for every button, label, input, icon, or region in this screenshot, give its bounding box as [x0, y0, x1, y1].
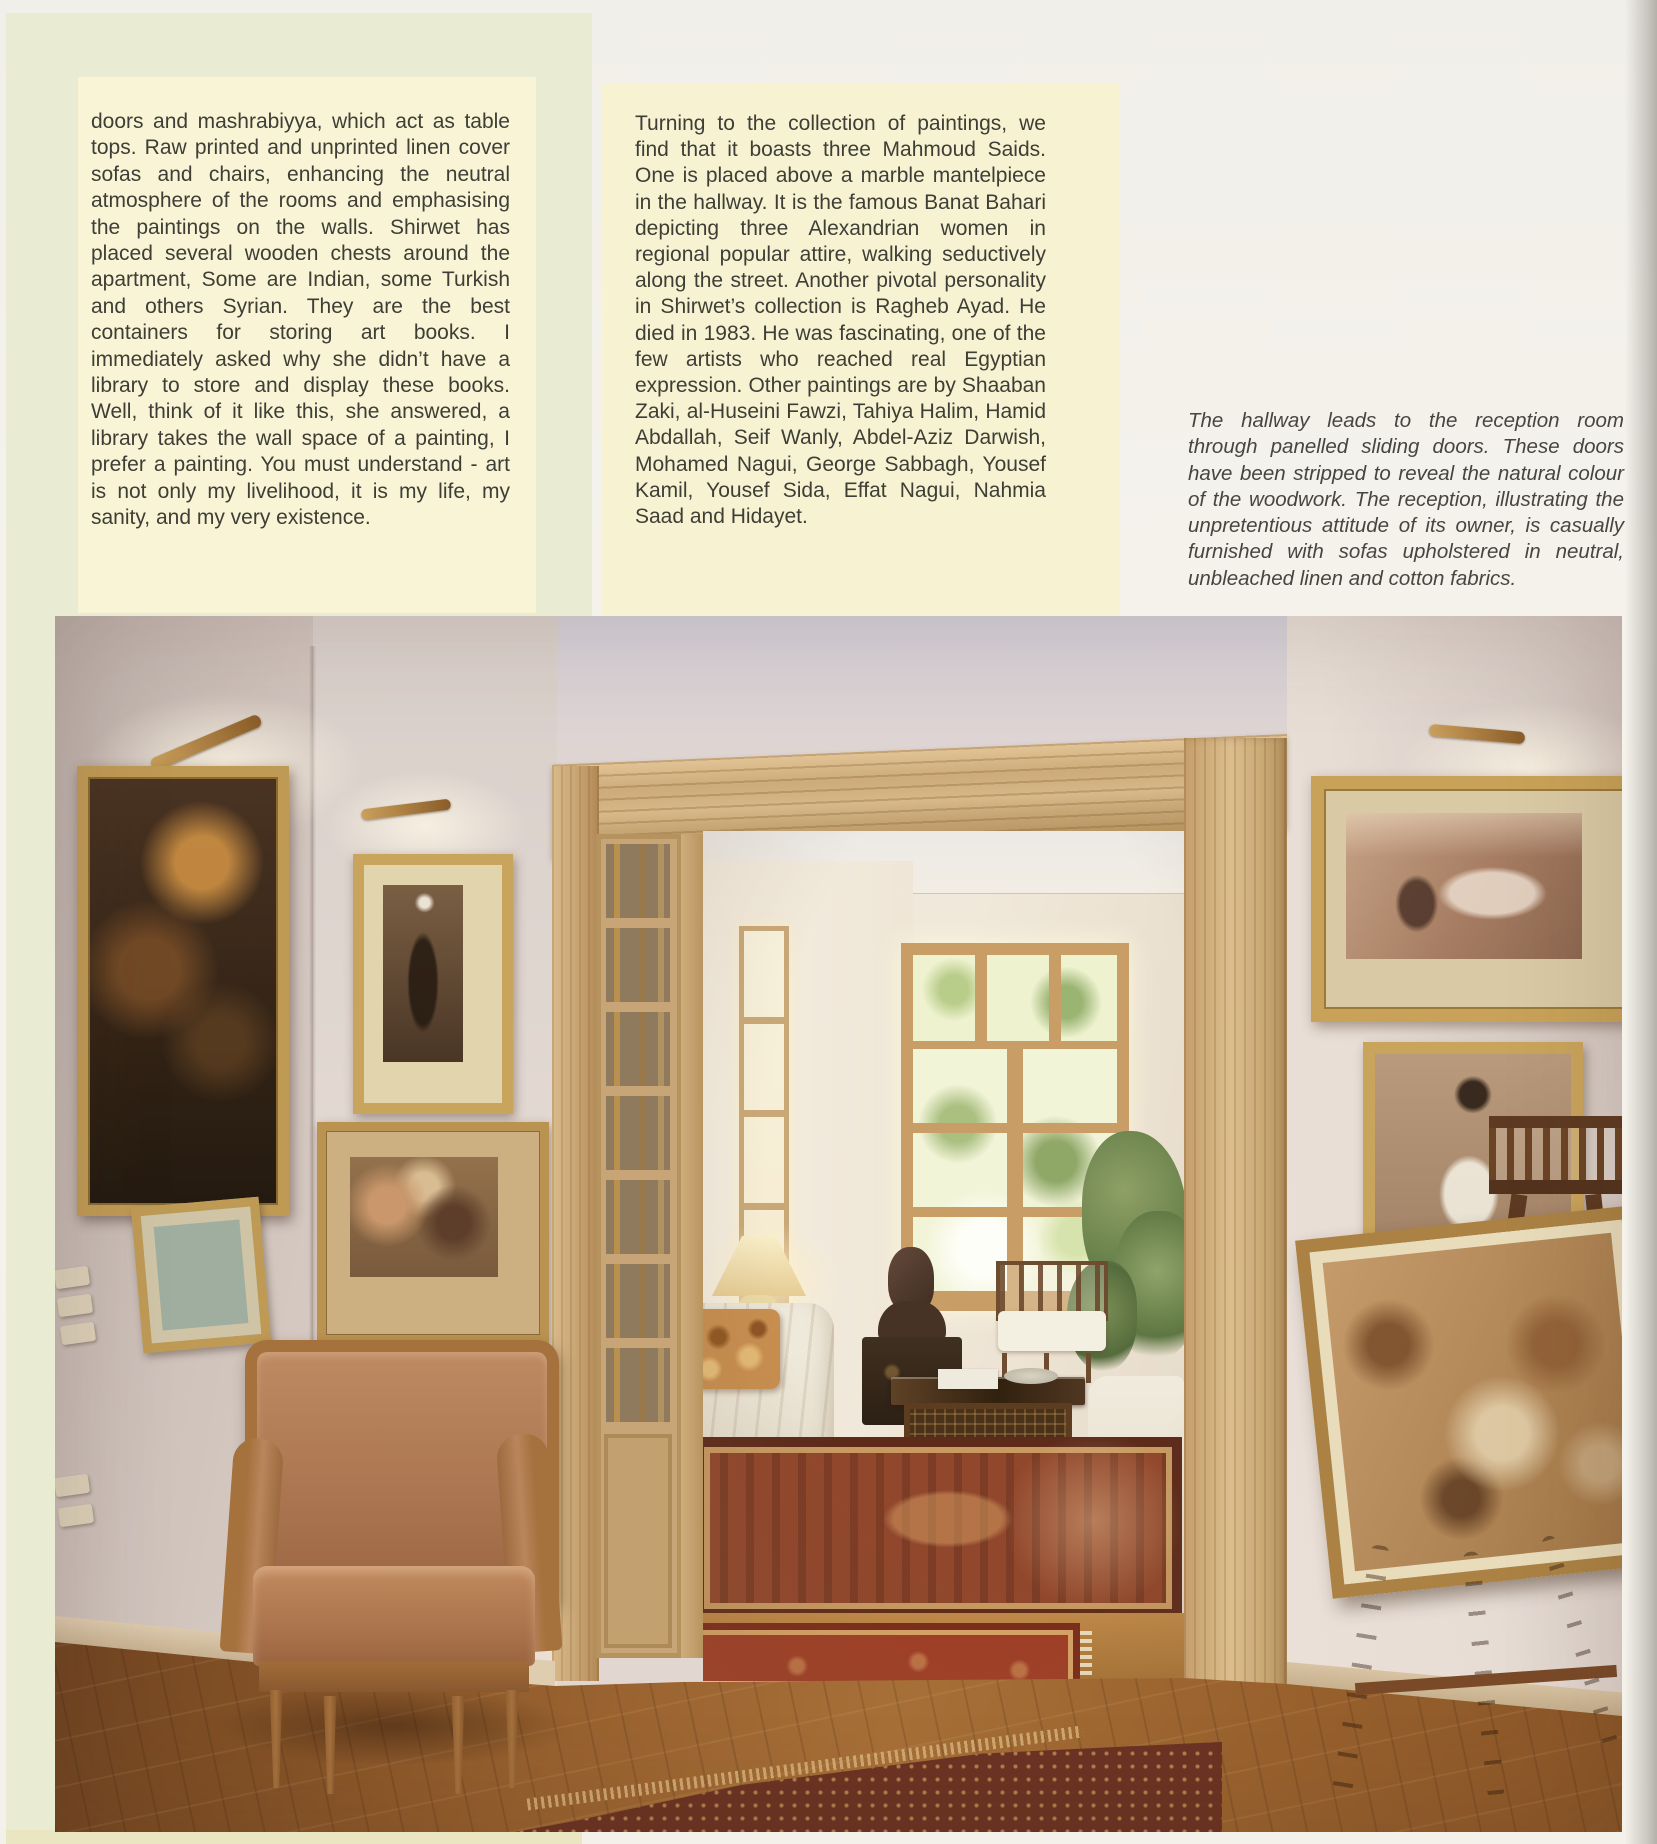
article-column-2 [602, 83, 1120, 629]
bottom-cream-strip [6, 1830, 582, 1844]
photo-caption-text: The hallway leads to the reception room through panelled sliding doors. These doors have been stripped to reveal the natural colour of the woodwork. The reception, illustrating the unpretentious attitude of its owner, is casually furnished with sofas upholstered in neutral, unbleached linen and cotton fabrics. [1188, 409, 1624, 590]
photo-caption [1188, 408, 1624, 592]
article-column-2-text: Turning to the collection of paintings, we find that it boasts three Mahmoud Saids. One is placed above a marble mantelpiece in the hallway. It is the famous Banat Bahari depicting three Alexandrian women in regional popular attire, walking seductively along the street. Another pivotal personality in Shirwet’s collection is Ragheb Ayad. He died in 1983. He was fascinating, one of the few artists who reached real Egyptian expression. Other paintings are by Shaaban Zaki, al-Huseini Fawzi, Tahiya Halim, Hamid Abdallah, Seif Wanly, Abdel-Aziz Darwish, Mohamed Nagui, George Sabbagh, Yousef Kamil, Yousef Sida, Effat Nagui, Nahmia Saad and Hidayet. [635, 112, 1046, 529]
hallway-photograph [55, 616, 1622, 1832]
page-edge-shadow [1625, 0, 1657, 1844]
article-column-1 [78, 77, 536, 613]
photo-vignette [55, 616, 1622, 1832]
article-column-1-text: doors and mashrabiyya, which act as table tops. Raw printed and unprinted linen cover sofas and chairs, enhancing the neutral atmosphere of the rooms and emphasising the paintings on the walls. Shirwet has placed several wooden chests around the apartment, Some are Indian, some Turkish and others Syrian. They are the best containers for storing art books. I immediately asked why she didn’t have a library to store and display these books. Well, think of it like this, she answered, a library takes the wall space of a painting, I prefer a painting. You must understand - art is not only my livelihood, it is my life, my sanity, and my very existence. [91, 110, 510, 530]
